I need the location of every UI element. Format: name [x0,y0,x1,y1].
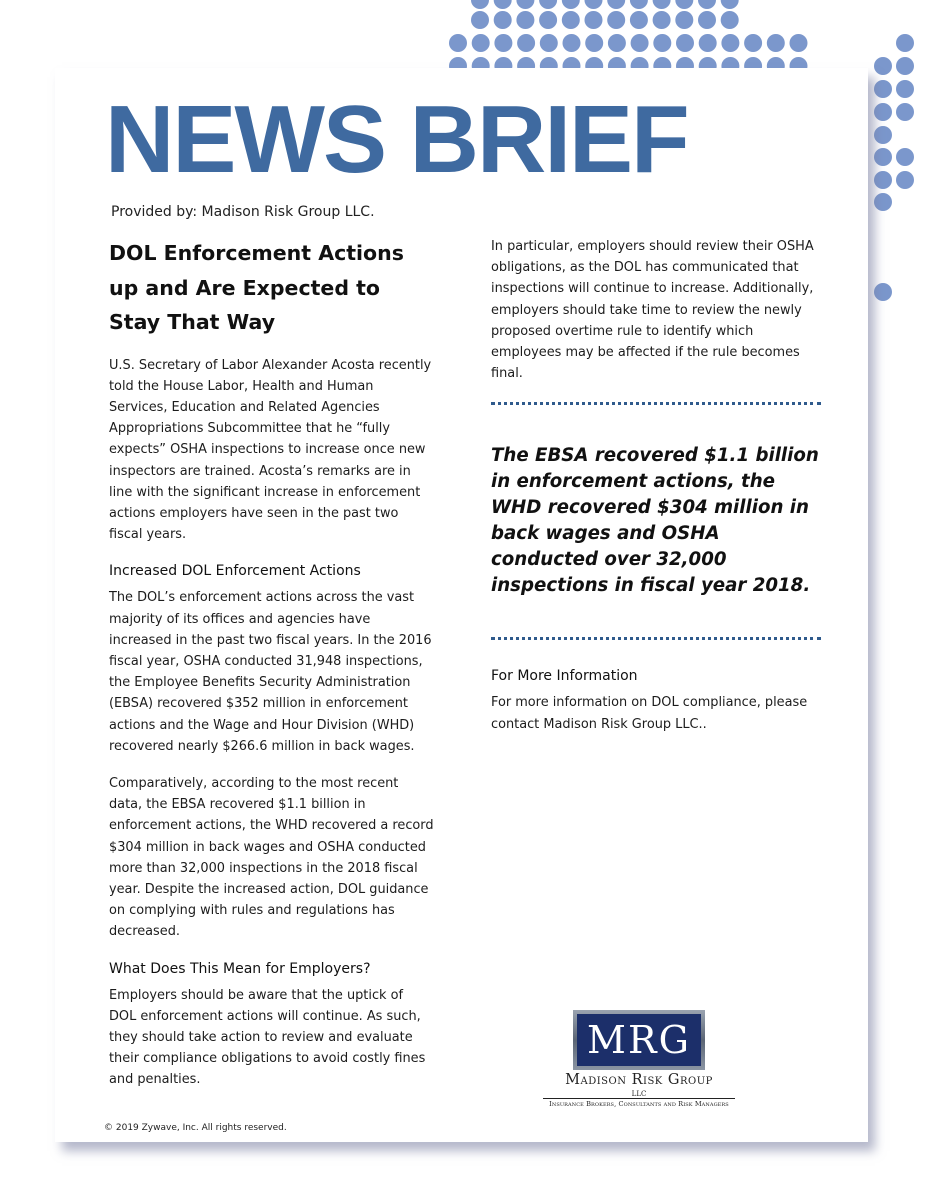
decor-dot [896,171,914,189]
decor-dot [631,34,649,52]
section2-paragraph-1: Employers should be aware that the uptick of DOL enforcement actions will continue. As such, they should take action to review and evaluate their compliance obligations to avoid costly fines and penalties. [109,987,426,1088]
decor-dot [896,57,914,75]
logo-monogram: MRG [577,1014,701,1066]
decor-dot [516,11,534,29]
decor-dot [653,11,671,29]
decor-dot [517,34,535,52]
decor-dot [874,283,892,301]
pull-quote: The EBSA recovered $1.1 billion in enforcement actions, the WHD recovered $304 million in back wages and OSHA conducted over 32,000 inspections in fiscal year 2018. [491,445,819,597]
section-heading-enforcement: Increased DOL Enforcement Actions [109,563,361,580]
decor-dot [896,80,914,98]
decor-dot [721,0,739,9]
decor-dot [585,11,603,29]
article-title: DOL Enforcement Actions up and Are Expected to Stay That Way [109,241,404,334]
decor-dot [874,126,892,144]
section-heading-employers: What Does This Mean for Employers? [109,960,371,977]
logo-company-name: Madison Risk Group [565,1072,713,1088]
decor-dot [607,0,625,9]
more-info-heading: For More Information [491,668,638,685]
section1-paragraph-2: Comparatively, according to the most recent data, the EBSA recovered $1.1 billion in enforcement actions, the WHD recovered a record $304 million in back wages and OSHA conducted more than 32,000 inspections in the 2018 fiscal year. Despite the increased action, DOL guidance on complying with rules and regulations has decreased. [109,775,434,940]
decor-dot [676,34,694,52]
decor-dot [675,11,693,29]
decor-dot [874,148,892,166]
decor-dot [896,148,914,166]
decor-dot [767,34,785,52]
logo-monogram-badge [573,1010,705,1070]
decor-dot [585,0,603,9]
logo-divider [543,1098,735,1099]
dotted-divider-bottom [491,637,821,640]
logo-llc: LLC [631,1090,647,1098]
right-paragraph: In particular, employers should review their OSHA obligations, as the DOL has communicated that inspections will continue to increase. Additionally, employers should take time to review the newly proposed overtime rule to identify which employees may be affected if the rule becomes final. [491,239,814,382]
decor-dot [653,0,671,9]
decor-dot [449,34,467,52]
decor-dot [494,34,512,52]
provided-by: Provided by: Madison Risk Group LLC. [111,204,375,220]
decor-dot [896,103,914,121]
decor-dot [494,0,512,9]
decor-dot [874,57,892,75]
decor-dot [699,34,717,52]
decor-dot [539,11,557,29]
decor-dot [698,0,716,9]
decor-dot [874,80,892,98]
decor-dot [874,171,892,189]
decor-dot [607,11,625,29]
left-column [109,236,434,1107]
decor-dot [653,34,671,52]
more-info-paragraph: For more information on DOL compliance, please contact Madison Risk Group LLC.. [491,695,808,732]
decor-dot [790,34,808,52]
decor-dot [630,11,648,29]
decor-dot [494,11,512,29]
decor-dot [874,193,892,211]
decor-dot [630,0,648,9]
decor-dot [562,11,580,29]
dotted-divider-top [491,402,821,405]
decor-dot [562,0,580,9]
decor-dot [540,34,558,52]
decor-dot [698,11,716,29]
section1-paragraph-1: The DOL’s enforcement actions across the vast majority of its offices and agencies have increased in the past two fiscal years. In the 2016 fiscal year, OSHA conducted 31,948 inspections, the Employee Benefits Security Administration (EBSA) recovered $352 million in enforcement actions and the Wage and Hour Division (WHD) recovered nearly $266.6 million in back wages. [109,590,432,754]
decor-dot [516,0,534,9]
decor-dot [563,34,581,52]
decor-dot [539,0,557,9]
decor-dot [675,0,693,9]
decor-dot [721,11,739,29]
decor-dot [874,103,892,121]
copyright-footer: © 2019 Zywave, Inc. All rights reserved. [104,1123,287,1133]
decor-dot [585,34,603,52]
intro-paragraph: U.S. Secretary of Labor Alexander Acosta recently told the House Labor, Health and Human Services, Education and Related Agencies Appropriations Subcommittee that he “fully expects” OSHA inspections to increase once new inspectors are trained. Acosta’s remarks are in line with the significant increase in enforcement actions employers have seen in the past two fiscal years. [109,357,432,543]
decor-dot [744,34,762,52]
decor-dot [721,34,739,52]
decor-dot [471,11,489,29]
decor-dot [608,34,626,52]
decor-dot [896,34,914,52]
decor-dot [471,0,489,9]
masthead-title: NEWS BRIEF [105,86,688,193]
decor-dot [472,34,490,52]
logo-tagline: Insurance Brokers, Consultants and Risk Managers [549,1100,729,1108]
right-column [491,236,826,751]
